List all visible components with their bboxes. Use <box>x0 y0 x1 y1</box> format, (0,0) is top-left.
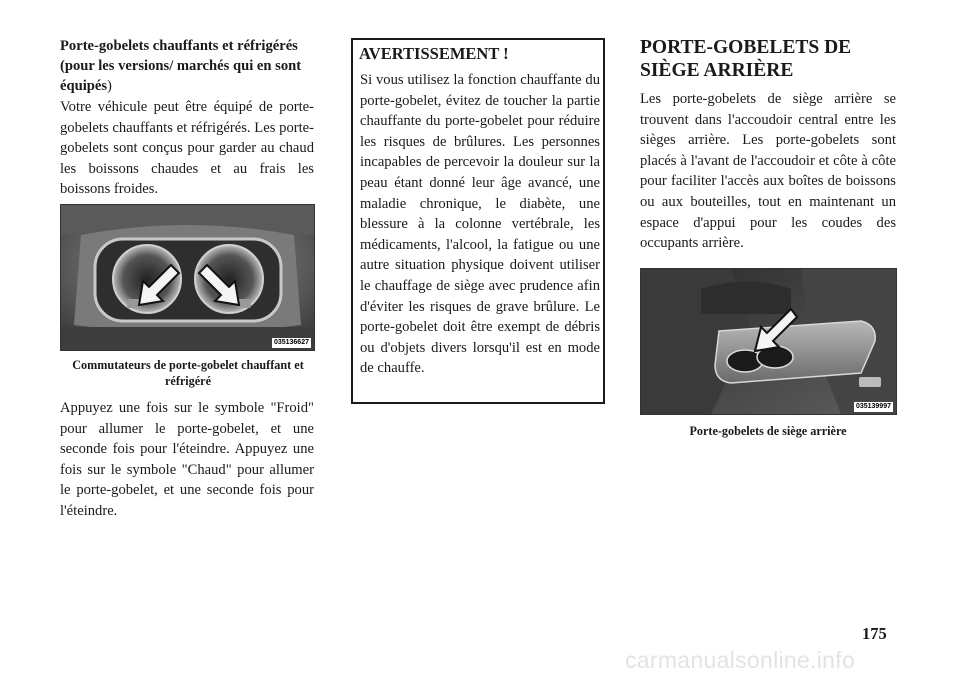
rear-cupholders-caption: Porte-gobelets de siège arrière <box>689 424 847 438</box>
warning-text: Si vous utilisez la fonction chauffante du porte-gobelet, évitez de toucher la partie chauffante du porte-gobelet pour réduire les risques de brûlures. Les personnes incapables de percevoir la douleur sur la peau étant donné leur âge avancé, une maladie chronique, le diabète, une blessure à la colonne vertébrale, les médicaments, l'alcool, la fatigue ou une autre situation physique doivent utiliser le chauffage de siège avec prudence afin d'éviter les risques de grave brûlure. Le porte-gobelet doit être exempt de débris ou d'objets divers lorsqu'il est en mode de chauffe. <box>360 72 600 377</box>
intro-paragraph: Votre véhicule peut être équipé de porte-gobelets chauffants et réfrigérés. Les porte-gobelets sont conçus pour garder au chaud les boissons chaudes et au frais les boissons froides. <box>60 99 314 198</box>
image-code: 035139997 <box>855 403 891 410</box>
instructions-paragraph: Appuyez une fois sur le symbole "Froid" pour allumer le porte-gobelet, et une seconde fois pour l'éteindre. Appuyez une fois sur le symbole "Chaud" pour allumer le porte-gobelet, et une seconde fois pour l'éteindre. <box>60 400 314 519</box>
warning-title: AVERTISSEMENT ! <box>359 44 509 63</box>
subheading-heated-cooled-cupholders: Porte-gobelets chauffants et réfrigérés (pour les versions/ marchés qui en sont équipés) <box>60 38 302 94</box>
rear-cupholders-photo <box>640 268 897 415</box>
warning-box <box>351 38 605 404</box>
cupholder-switches-photo <box>60 204 315 351</box>
rear-cupholders-paragraph: Les porte-gobelets de siège arrière se trouvent dans l'accoudoir central entre les sièges arrière. Les porte-gobelets sont placés à l'avant de l'accoudoir et côte à côte pour faciliter l'accès aux boîtes de boissons ou aux bouteilles, tout en maintenant un espace d'appui pour les coudes des occupants arrière. <box>640 91 896 252</box>
cupholder-switches-caption: Commutateurs de porte-gobelet chauffant et réfrigéré <box>72 358 304 388</box>
page-number: 175 <box>862 624 887 643</box>
image-code: 035136627 <box>273 339 309 346</box>
section-heading: PORTE-GOBELETS DE SIÈGE ARRIÈRE <box>640 37 852 81</box>
watermark: carmanualsonline.info <box>625 647 856 673</box>
